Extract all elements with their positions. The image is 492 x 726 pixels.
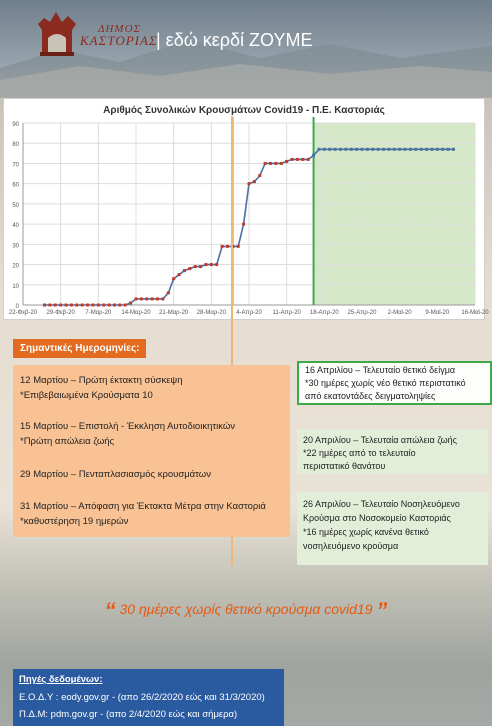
header <box>0 0 492 70</box>
data-point <box>188 267 191 270</box>
event-line: 16 Απριλίου – Τελευταίο θετικό δείγμα <box>305 365 456 375</box>
y-tick-label: 60 <box>12 182 19 189</box>
data-point <box>75 304 78 307</box>
data-point <box>43 304 46 307</box>
data-point <box>323 148 326 151</box>
sources-heading: Πηγές δεδομένων: <box>19 674 103 685</box>
data-point <box>366 148 369 151</box>
data-point <box>172 277 175 280</box>
data-point <box>145 297 148 300</box>
castle-logo-icon <box>36 8 80 60</box>
municipality-logo-text: ΔΗΜΟΣ ΚΑΣΤΟΡΙΑΣ <box>80 23 158 48</box>
data-point <box>204 263 207 266</box>
event-line: 12 Μαρτίου – Πρώτη έκτακτη σύσκεψη <box>20 375 183 386</box>
data-point <box>355 148 358 151</box>
y-tick-label: 30 <box>12 243 19 250</box>
data-point <box>113 304 116 307</box>
x-tick-label: 25-Απρ-20 <box>347 310 377 316</box>
x-tick-label: 29-Φεβ-20 <box>46 310 75 316</box>
x-tick-label: 14-Μαρ-20 <box>121 310 151 316</box>
data-point <box>296 158 299 161</box>
x-tick-label: 22-Φεβ-20 <box>8 310 38 316</box>
event-line: *30 ημέρες χωρίς νέο θετικό περιστατικό <box>305 378 466 388</box>
y-tick-label: 90 <box>12 122 19 128</box>
data-point <box>361 148 364 151</box>
y-tick-label: 0 <box>15 304 19 310</box>
source-eody: Ε.Ο.Δ.Υ : eody.gov.gr - (απο 26/2/2020 εώς και 31/3/2020) <box>19 692 265 703</box>
data-point <box>108 304 111 307</box>
data-point <box>183 269 186 272</box>
data-point <box>312 154 315 157</box>
data-point <box>387 148 390 151</box>
chart-panel <box>3 98 489 320</box>
data-point <box>285 160 288 163</box>
data-point <box>452 148 455 151</box>
data-point <box>430 148 433 151</box>
data-point <box>291 158 294 161</box>
data-point <box>178 273 181 276</box>
data-point <box>307 158 310 161</box>
data-point <box>393 148 396 151</box>
data-point <box>242 223 245 226</box>
data-point <box>194 265 197 268</box>
x-tick-label: 21-Μαρ-20 <box>159 310 189 316</box>
data-point <box>167 291 170 294</box>
highlight-quote <box>0 598 492 624</box>
y-tick-label: 20 <box>12 263 19 270</box>
data-point <box>199 265 202 268</box>
x-tick-label: 4-Απρ-20 <box>236 310 262 316</box>
y-tick-label: 70 <box>12 162 19 169</box>
data-point <box>269 162 272 165</box>
data-point <box>339 148 342 151</box>
data-point <box>344 148 347 151</box>
key-dates-heading: Σημαντικές Ημερομηνίες: <box>13 339 146 358</box>
data-point <box>140 297 143 300</box>
event-line: 29 Μαρτίου – Πενταπλασιασμός κρουσμάτων <box>20 469 211 480</box>
event-line: *16 ημέρες χωρίς κανένα θετικό <box>303 527 429 537</box>
cases-line-chart <box>4 99 489 319</box>
chart-title: Αριθμός Συνολικών Κρουσμάτων Covid19 - Π.Ε. Καστοριάς <box>103 105 385 116</box>
event-line: *Πρώτη απώλεια ζωής <box>20 436 115 447</box>
data-point <box>274 162 277 165</box>
x-tick-label: 2-Μαϊ-20 <box>387 310 412 316</box>
data-point <box>210 263 213 266</box>
x-tick-label: 16-Μαϊ-20 <box>461 310 489 316</box>
event-line: *Επιβεβαιωμένα Κρούσματα 10 <box>20 390 153 401</box>
data-point <box>156 297 159 300</box>
data-point <box>86 304 89 307</box>
event-line: 20 Απριλίου – Τελευταία απώλεια ζωής <box>303 435 457 445</box>
y-tick-label: 50 <box>12 202 19 209</box>
data-point <box>301 158 304 161</box>
data-point <box>91 304 94 307</box>
data-point <box>436 148 439 151</box>
data-point <box>54 304 57 307</box>
data-point <box>280 162 283 165</box>
data-point <box>382 148 385 151</box>
data-point <box>102 304 105 307</box>
data-point <box>221 245 224 248</box>
data-point <box>151 297 154 300</box>
data-point <box>404 148 407 151</box>
source-pdm: Π.Δ.Μ: pdm.gov.gr - (απο 2/4/2020 εώς και σήμερα) <box>19 709 238 720</box>
close-quote-mark: ” <box>376 598 388 623</box>
event-line: *22 ημέρες από το τελευταίο <box>303 448 416 458</box>
event-last-positive <box>297 361 492 405</box>
data-point <box>447 148 450 151</box>
x-tick-label: 9-Μαϊ-20 <box>425 310 450 316</box>
event-line: από εκατοντάδες δειγματοληψίες <box>305 391 436 401</box>
data-point <box>253 180 256 183</box>
data-point <box>70 304 73 307</box>
event-line: νοσηλευόμενο κρούσμα <box>303 541 399 551</box>
data-point <box>248 182 251 185</box>
event-line: Κρούσμα στο Νοσοκομείο Καστοριάς <box>303 513 451 523</box>
data-point <box>328 148 331 151</box>
data-point <box>237 245 240 248</box>
data-point <box>425 148 428 151</box>
data-point <box>258 174 261 177</box>
data-point <box>350 148 353 151</box>
data-point <box>409 148 412 151</box>
slogan: | εδώ κερδί ΖΟΥΜΕ <box>156 30 313 50</box>
data-point <box>420 148 423 151</box>
data-point <box>215 263 218 266</box>
event-last-hospitalized <box>297 492 488 565</box>
data-point <box>371 148 374 151</box>
data-point <box>441 148 444 151</box>
x-tick-label: 28-Μαρ-20 <box>196 310 226 316</box>
event-line: 15 Μαρτίου – Επιστολή - Έκκληση Αυτοδιοικητικών <box>20 421 236 432</box>
data-point <box>65 304 68 307</box>
data-point <box>264 162 267 165</box>
data-point <box>398 148 401 151</box>
y-tick-label: 10 <box>12 283 19 290</box>
x-tick-label: 11-Απρ-20 <box>272 310 301 316</box>
data-point <box>135 297 138 300</box>
data-sources-panel <box>13 669 284 726</box>
data-point <box>59 304 62 307</box>
open-quote-mark: “ <box>104 598 116 623</box>
quote-text: 30 ημέρες χωρίς θετικό κρούσμα covid19 <box>115 601 377 617</box>
data-point <box>334 148 337 151</box>
event-line: 26 Απριλίου – Τελευταίο Νοσηλευόμενο <box>303 499 460 509</box>
data-point <box>377 148 380 151</box>
y-tick-label: 40 <box>12 223 19 230</box>
x-tick-label: 18-Απρ-20 <box>309 310 339 316</box>
y-tick-label: 80 <box>12 142 19 149</box>
data-point <box>81 304 84 307</box>
data-point <box>414 148 417 151</box>
data-point <box>97 304 100 307</box>
x-tick-label: 7-Μαρ-20 <box>85 310 112 316</box>
data-point <box>48 304 51 307</box>
events-panel-march <box>13 365 290 537</box>
data-point <box>226 245 229 248</box>
data-point <box>129 301 132 304</box>
data-point <box>317 148 320 151</box>
data-point <box>161 297 164 300</box>
event-line: 31 Μαρτίου – Απόφαση για Έκτακτα Μέτρα στην Καστοριά <box>20 501 266 512</box>
data-point <box>124 304 127 307</box>
event-line: *καθυστέρηση 19 ημερών <box>20 516 129 527</box>
event-line: περιστατικό θανάτου <box>303 461 386 471</box>
data-point <box>118 304 121 307</box>
event-last-death <box>297 429 488 474</box>
